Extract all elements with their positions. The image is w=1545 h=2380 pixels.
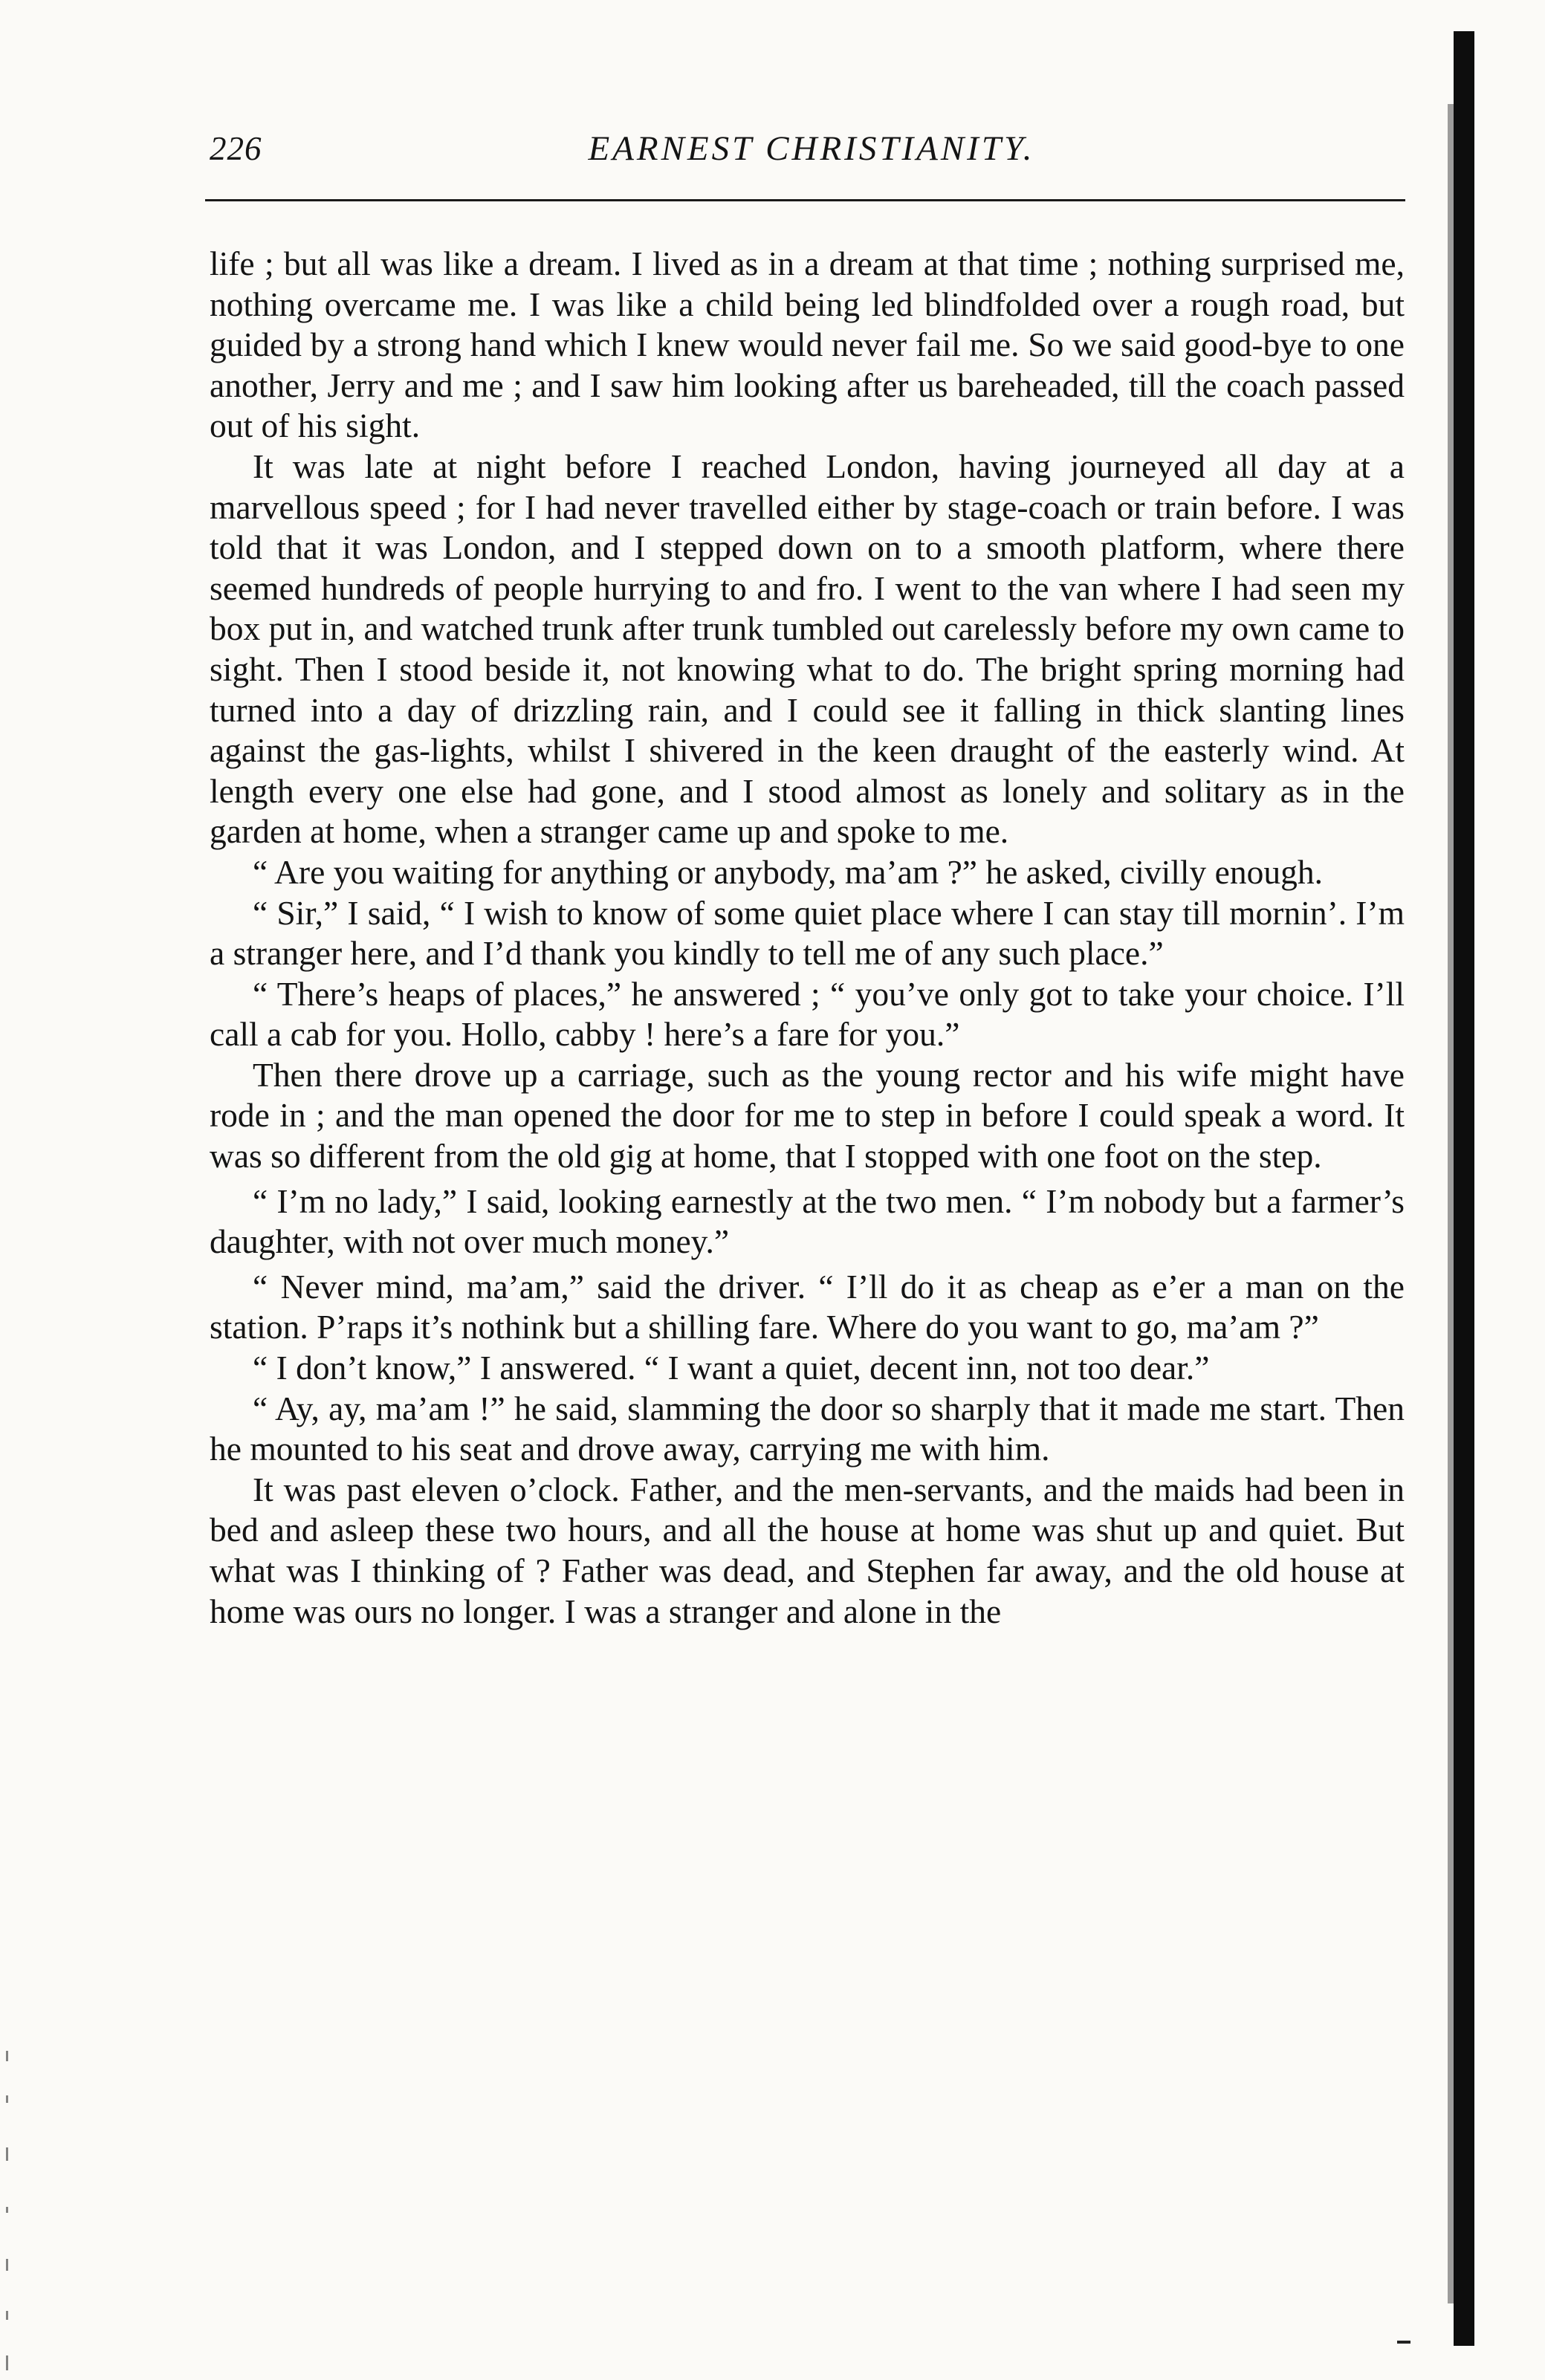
page-number: 226 [210, 130, 262, 167]
paragraph: life ; but all was like a dream. I lived as in a dream at that time ; nothing surprised me, nothing overcame me. I was like a child being led blindfolded over a rough road, but guided by a strong hand which I knew would never fail me. So we said good-bye to one another, Jerry and me ; and I saw him looking after us bareheaded, till the coach passed out of his sight. [210, 244, 1405, 445]
page-header [210, 128, 1413, 180]
paragraph: It was past eleven o’clock. Father, and the men-servants, and the maids had been in bed and asleep these two hours, and all the house at home was shut up and quiet. But what was I thinking of ? Father was dead, and Stephen far away, and the old house at home was ours no longer. I was a stranger and alone in the [210, 1470, 1405, 1630]
paragraph: It was late at night before I reached London, having journeyed all day at a marvellous speed ; for I had never travelled either by stage-coach or train before. I was told that it was London, and I stepped down on to a smooth platform, where there seemed hundreds of people hurrying to and fro. I went to the van where I had seen my box put in, and watched trunk after trunk tumbled out carelessly before my own came to sight. Then I stood beside it, not knowing what to do. The bright spring morning had turned into a day of drizzling rain, and I could see it falling in thick slanting lines against the gas-lights, whilst I shivered in the keen draught of the easterly wind. At length every one else had gone, and I stood almost as lonely and solitary as in the garden at home, when a stranger came up and spoke to me. [210, 447, 1405, 851]
paragraph: “ There’s heaps of places,” he answered ; “ you’ve only got to take your choice. I’ll call a cab for you. Hollo, cabby ! here’s a fare for you.” [210, 974, 1405, 1054]
margin-specks [4, 2051, 12, 2378]
scan-mark [1397, 2341, 1410, 2344]
scan-edge-shadow [1448, 104, 1454, 2303]
body-text [210, 244, 1405, 1632]
paragraph: “ Are you waiting for anything or anybody, ma’am ?” he asked, civilly enough. [253, 852, 1324, 891]
running-title: EARNEST CHRISTIANITY. [588, 129, 1035, 168]
paragraph: “ I’m no lady,” I said, looking earnestly at the two men. “ I’m nobody but a farmer’s daughter, with not over much money.” [210, 1181, 1405, 1261]
paragraph: “ Never mind, ma’am,” said the driver. “ I’ll do it as cheap as e’er a man on the station. P’raps it’s nothink but a shilling fare. Where do you want to go, ma’am ?” [210, 1267, 1405, 1346]
paragraph: Then there drove up a carriage, such as the young rector and his wife might have rode in ; and the man opened the door for me to step in before I could speak a word. It was so different from the old gig at home, that I stopped with one foot on the step. [210, 1055, 1405, 1176]
paragraph: “ Sir,” I said, “ I wish to know of some quiet place where I can stay till mornin’. I’m a stranger here, and I’d thank you kindly to tell me of any such place.” [210, 893, 1405, 973]
paragraph: “ I don’t know,” I answered. “ I want a quiet, decent inn, not too dear.” [253, 1349, 1210, 1387]
header-rule [205, 199, 1405, 201]
scan-edge-bar [1454, 31, 1474, 2346]
paragraph: “ Ay, ay, ma’am !” he said, slamming the door so sharply that it made me start. Then he mounted to his seat and drove away, carrying me with him. [210, 1389, 1405, 1468]
